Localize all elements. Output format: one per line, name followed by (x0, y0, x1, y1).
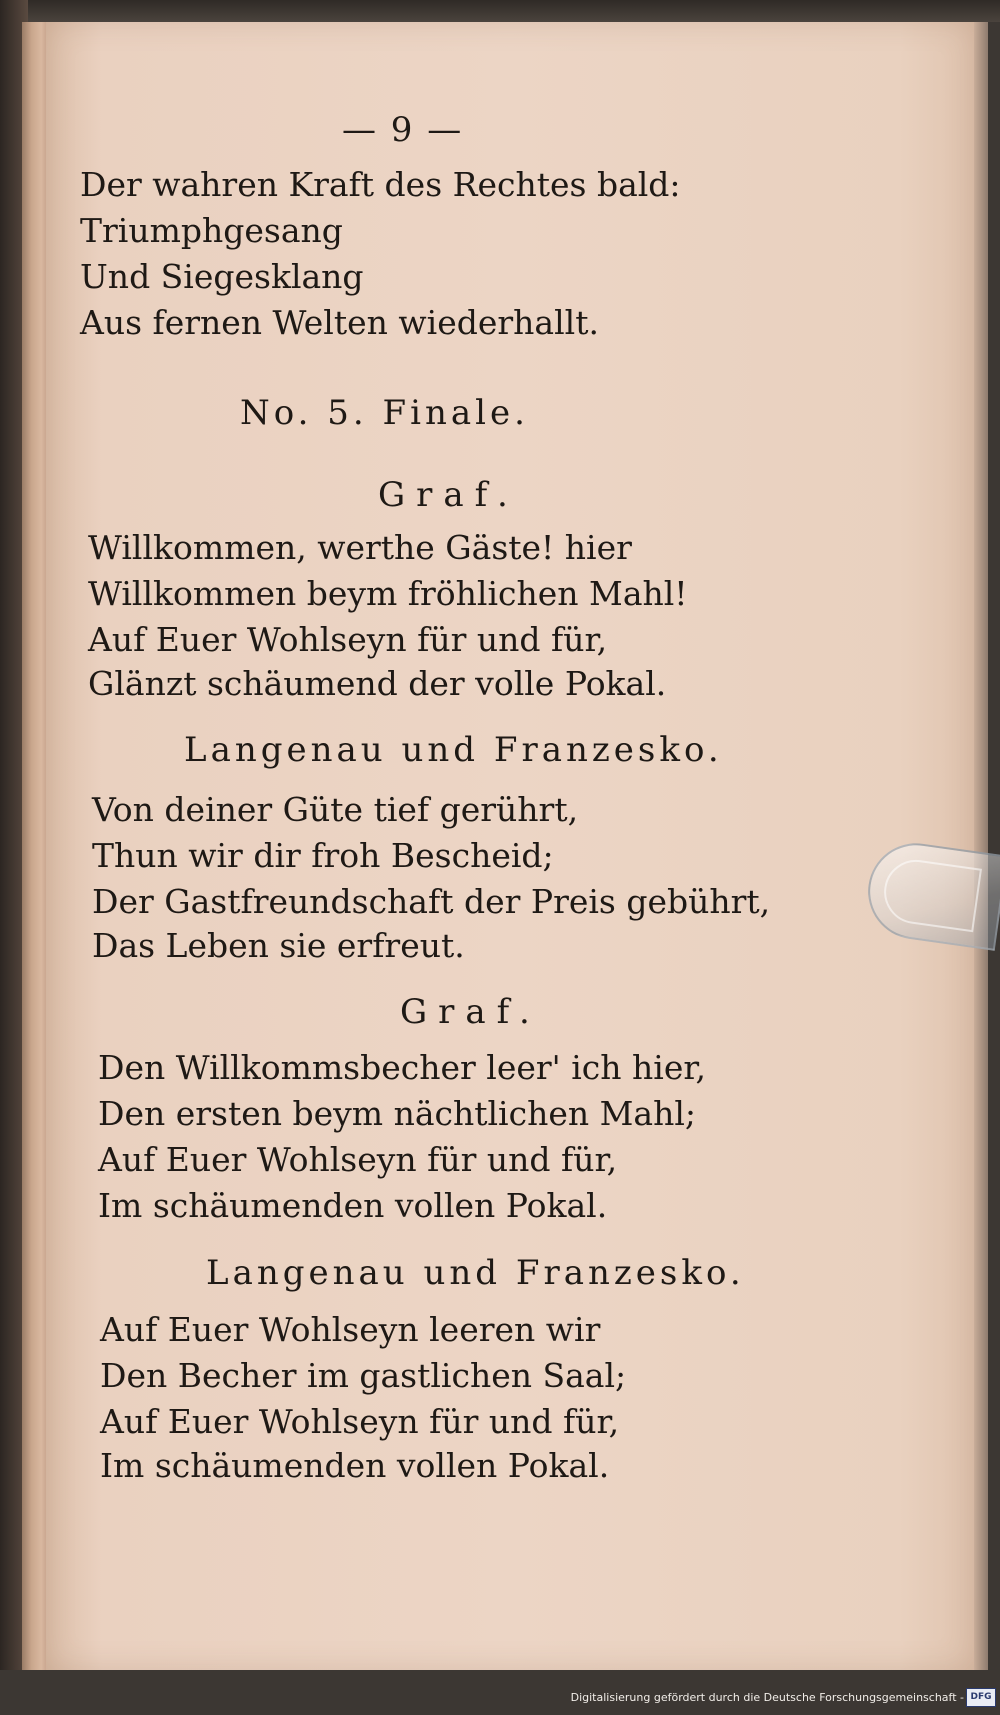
speaker-name: Langenau und Franzesko. (184, 730, 723, 770)
verse-line: Auf Euer Wohlseyn für und für, (98, 1140, 618, 1179)
digitization-credit: Digitalisierung gefördert durch die Deutsche Forschungsgemeinschaft - (570, 1691, 964, 1704)
verse-line: Willkommen beym fröhlichen Mahl! (88, 574, 688, 613)
page-number: — 9 — (342, 110, 464, 150)
scan-background-top (0, 0, 1000, 22)
verse-line: Auf Euer Wohlseyn für und für, (100, 1402, 620, 1441)
verse-line: Den ersten beym nächtlichen Mahl; (98, 1094, 697, 1133)
speaker-name: Graf. (378, 475, 519, 515)
verse-line: Aus fernen Welten wiederhallt. (80, 303, 599, 342)
verse-line: Der wahren Kraft des Rechtes bald: (80, 165, 681, 204)
verse-line: Und Siegesklang (80, 257, 364, 296)
verse-line: Im schäumenden vollen Pokal. (100, 1446, 610, 1485)
page-right-edge (974, 22, 988, 1670)
verse-line: Den Willkommsbecher leer' ich hier, (98, 1048, 707, 1087)
verse-line: Auf Euer Wohlseyn für und für, (88, 620, 608, 659)
verse-line: Glänzt schäumend der volle Pokal. (88, 664, 667, 703)
dfg-logo: DFG (966, 1688, 996, 1707)
verse-line: Den Becher im gastlichen Saal; (100, 1356, 627, 1395)
verse-line: Willkommen, werthe Gäste! hier (88, 528, 632, 567)
verse-line: Thun wir dir froh Bescheid; (92, 836, 554, 875)
section-title: No. 5. Finale. (240, 393, 529, 433)
speaker-name: Graf. (400, 992, 541, 1032)
verse-line: Der Gastfreundschaft der Preis gebührt, (92, 882, 771, 921)
verse-line: Triumphgesang (80, 211, 343, 250)
verse-line: Auf Euer Wohlseyn leeren wir (100, 1310, 601, 1349)
speaker-name: Langenau und Franzesko. (206, 1253, 745, 1293)
book-spine (22, 22, 46, 1670)
verse-line: Von deiner Güte tief gerührt, (92, 790, 579, 829)
verse-line: Das Leben sie erfreut. (92, 926, 465, 965)
verse-line: Im schäumenden vollen Pokal. (98, 1186, 608, 1225)
